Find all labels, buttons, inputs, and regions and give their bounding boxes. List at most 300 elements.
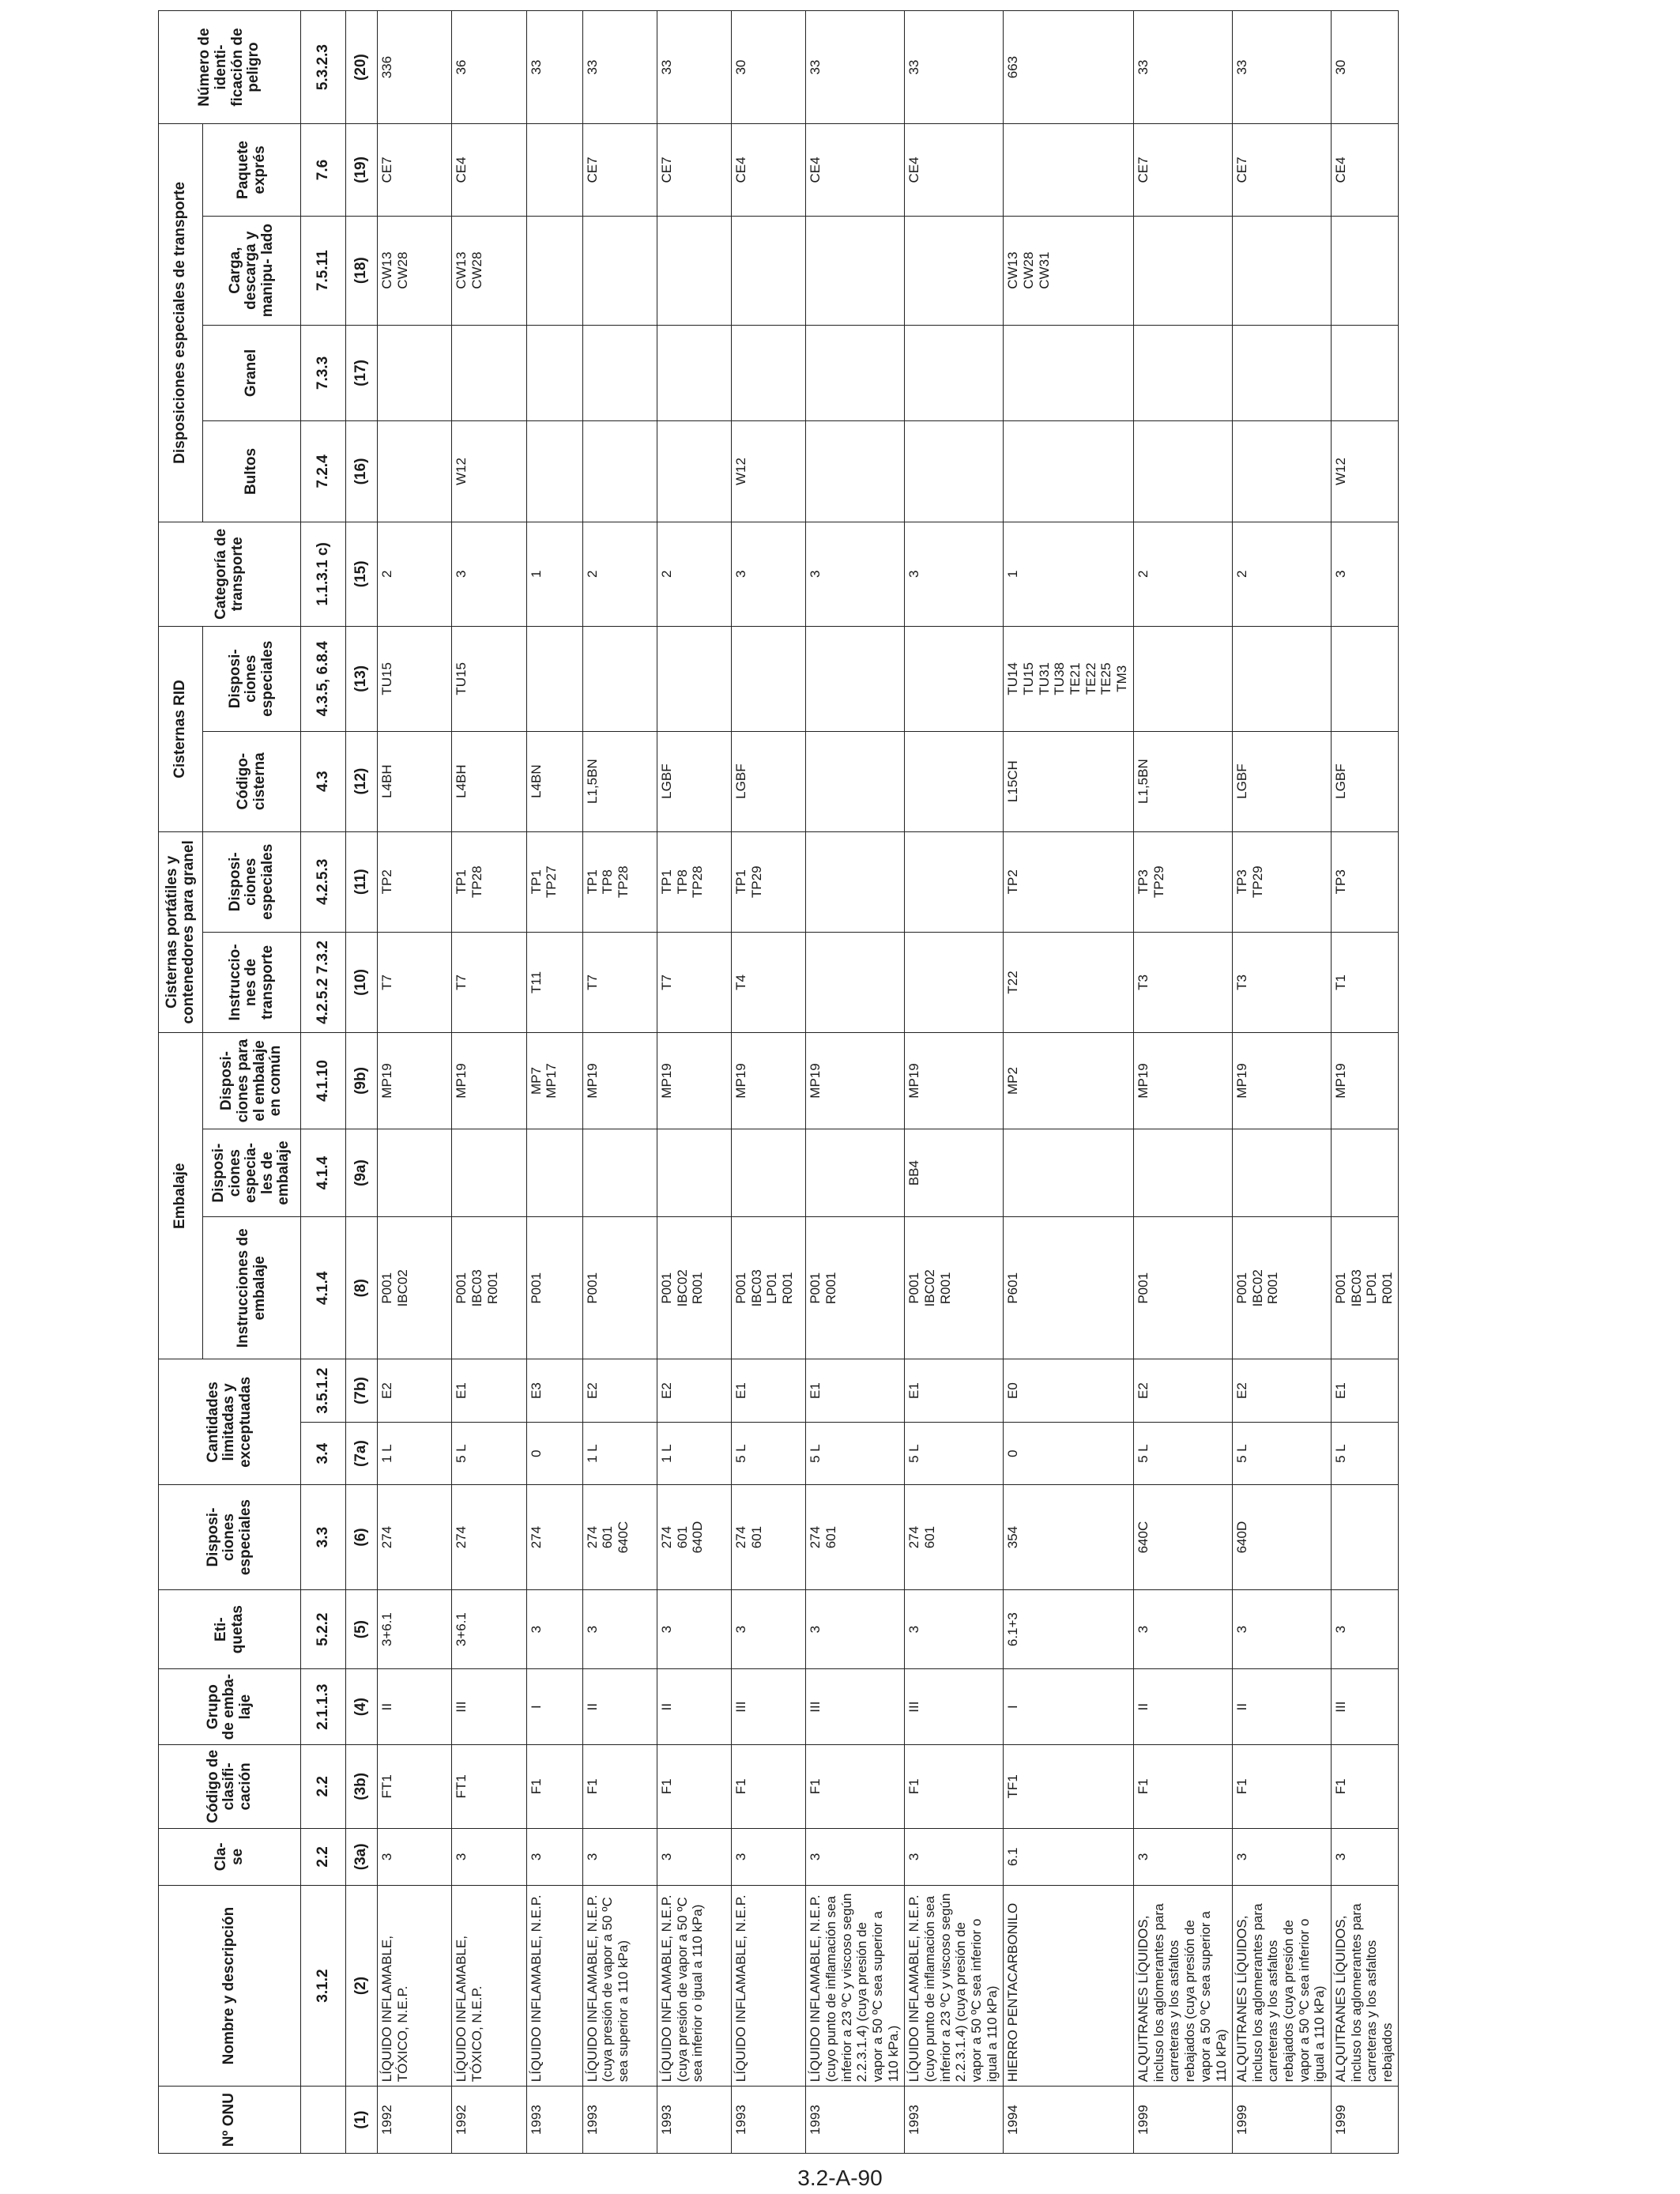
column-number-row-class: (3a) — [345, 1828, 378, 1885]
table-row-mixed-packing: MP19 — [732, 1033, 806, 1129]
header-packing-instructions: Instrucciones de embalaje — [203, 1217, 301, 1359]
table-row-limited-qty: 5 L — [806, 1422, 905, 1484]
table-row-transport-category: 3 — [1331, 522, 1398, 626]
table-row-tank-special — [732, 627, 806, 731]
header-limited-excepted: Cantidades limitadas y exceptuadas — [159, 1359, 301, 1485]
table-row-special-packing-provisions — [378, 1129, 452, 1216]
column-number-row-express: (19) — [345, 124, 378, 217]
table-row-transport-category: 2 — [657, 522, 731, 626]
table-row-mixed-packing: MP19 — [905, 1033, 1004, 1129]
table-row-packing-group: II — [1232, 1669, 1331, 1744]
table-row-excepted-qty: E0 — [1004, 1359, 1134, 1422]
table-row-tank-special: TU15 — [452, 627, 526, 731]
column-number-row-hazard-id: (20) — [345, 11, 378, 124]
table-row-hazard-id: 30 — [1331, 11, 1398, 124]
table-row-express: CE4 — [905, 124, 1004, 217]
reference-row-pt-special: 4.2.5.3 — [301, 831, 346, 932]
reference-row-hazard-id: 5.3.2.3 — [301, 11, 346, 124]
table-row-un-no: 1993 — [582, 2087, 657, 2154]
table-row-classification-code: FT1 — [452, 1744, 526, 1828]
column-number-row-un-no: (1) — [345, 2087, 378, 2154]
table-row-limited-qty: 5 L — [732, 1422, 806, 1484]
table-row-packing-group: III — [905, 1669, 1004, 1744]
table-row-classification-code: F1 — [526, 1744, 582, 1828]
reference-row-un-no — [301, 2087, 346, 2154]
table-row-packages — [657, 421, 731, 522]
table-row-packing-group: II — [657, 1669, 731, 1744]
table-row-hazard-id: 36 — [452, 11, 526, 124]
table-row-special-packing-provisions — [1004, 1129, 1134, 1216]
table-row — [806, 11, 905, 2154]
table-row-packing-instructions: P001 IBC02 — [378, 1217, 452, 1359]
table-row-pt-special: TP1 TP28 — [452, 831, 526, 932]
table-row-excepted-qty: E1 — [452, 1359, 526, 1422]
table-row-hazard-id: 33 — [1133, 11, 1232, 124]
table-row — [732, 11, 806, 2154]
table-row — [905, 11, 1004, 2154]
table-row-tank-special — [806, 627, 905, 731]
table-row-class: 3 — [378, 1828, 452, 1885]
header-loading: Carga, descarga y manipu- lado — [203, 216, 301, 325]
table-row-special-packing-provisions — [806, 1129, 905, 1216]
table-row-tank-code: L1,5BN — [1133, 731, 1232, 831]
table-row-mixed-packing: MP19 — [806, 1033, 905, 1129]
reference-row-packing-instructions: 4.1.4 — [301, 1217, 346, 1359]
table-row-pt-special: TP1 TP29 — [732, 831, 806, 932]
table-row-tank-special — [1232, 627, 1331, 731]
table-row-hazard-id: 30 — [732, 11, 806, 124]
reference-row-tank-special: 4.3.5, 6.8.4 — [301, 627, 346, 731]
table-row-mixed-packing: MP2 — [1004, 1033, 1134, 1129]
table-row-classification-code: FT1 — [378, 1744, 452, 1828]
header-rid-tanks: Cisternas RID — [159, 627, 203, 832]
table-row-class: 6.1 — [1004, 1828, 1134, 1885]
table-row-tank-code: LGBF — [732, 731, 806, 831]
column-number-row-transport-category: (15) — [345, 522, 378, 626]
table-row-bulk — [905, 325, 1004, 421]
table-row-special-packing-provisions — [657, 1129, 731, 1216]
table-row-special-provisions: 274 601 — [905, 1485, 1004, 1589]
reference-row-bulk: 7.3.3 — [301, 325, 346, 421]
table-row-name: LÍQUIDO INFLAMABLE, N.E.P. — [526, 1885, 582, 2086]
table-row-mixed-packing: MP19 — [1133, 1033, 1232, 1129]
table-row-special-provisions: 274 — [378, 1485, 452, 1589]
table-row-mixed-packing: MP19 — [1331, 1033, 1398, 1129]
table-row-class: 3 — [1331, 1828, 1398, 1885]
table-row-mixed-packing: MP19 — [657, 1033, 731, 1129]
reference-row-tank-code: 4.3 — [301, 731, 346, 831]
table-row-loading — [806, 216, 905, 325]
table-row-un-no: 1993 — [905, 2087, 1004, 2154]
table-row-name: ALQUITRANES LÍQUIDOS, incluso los aglomerantes para carreteras y los asfaltos rebajados (cuya presión de vapor a 50 ºC sea inferior o igual a 110 kPa) — [1232, 1885, 1331, 2086]
table-row-packing-instructions: P001 IBC03 LP01 R001 — [732, 1217, 806, 1359]
table-row-tank-special — [526, 627, 582, 731]
table-row-special-provisions: 274 — [526, 1485, 582, 1589]
table-row-pt-instructions: T3 — [1232, 932, 1331, 1032]
table-row-express: CE7 — [657, 124, 731, 217]
table-row-express: CE7 — [378, 124, 452, 217]
table-row-tank-code: L1,5BN — [582, 731, 657, 831]
table-row-packing-group: III — [452, 1669, 526, 1744]
reference-row-pt-instructions: 4.2.5.2 7.3.2 — [301, 932, 346, 1032]
table-row-packing-group: II — [378, 1669, 452, 1744]
table-row-special-packing-provisions — [1232, 1129, 1331, 1216]
header-pt-instructions: Instruccio- nes de transporte — [203, 932, 301, 1032]
table-row-name: LÍQUIDO INFLAMABLE, N.E.P. (cuya presión de vapor a 50 ºC sea superior a 110 kPa) — [582, 1885, 657, 2086]
column-number-row-tank-code: (12) — [345, 731, 378, 831]
header-packing-group: Grupo de emba- laje — [159, 1669, 301, 1744]
table-row-mixed-packing: MP7 MP17 — [526, 1033, 582, 1129]
reference-row-special-packing-provisions: 4.1.4 — [301, 1129, 346, 1216]
table-row-un-no: 1993 — [806, 2087, 905, 2154]
reference-row-mixed-packing: 4.1.10 — [301, 1033, 346, 1129]
table-row-name: LÍQUIDO INFLAMABLE, TÓXICO, N.E.P. — [378, 1885, 452, 2086]
table-row-tank-code: L15CH — [1004, 731, 1134, 831]
table-row-bulk — [582, 325, 657, 421]
table-row-packages: W12 — [732, 421, 806, 522]
table-row-special-packing-provisions — [1331, 1129, 1398, 1216]
table-row-special-packing-provisions — [452, 1129, 526, 1216]
table-row-tank-code — [806, 731, 905, 831]
table-row-express: CE4 — [806, 124, 905, 217]
rotated-page — [158, 10, 1399, 2154]
table-row-class: 3 — [1232, 1828, 1331, 1885]
table-row-labels: 3 — [582, 1589, 657, 1669]
table-row-un-no: 1999 — [1133, 2087, 1232, 2154]
table-row-labels: 3 — [1232, 1589, 1331, 1669]
table-row-loading — [732, 216, 806, 325]
table-row — [1004, 11, 1134, 2154]
column-number-row-excepted-qty: (7b) — [345, 1359, 378, 1422]
table-row-loading — [905, 216, 1004, 325]
table-row-bulk — [657, 325, 731, 421]
table-row-un-no: 1994 — [1004, 2087, 1134, 2154]
table-row-special-packing-provisions — [732, 1129, 806, 1216]
table-row-special-provisions: 274 601 640D — [657, 1485, 731, 1589]
table-row-labels: 3 — [806, 1589, 905, 1669]
table-row-packages — [378, 421, 452, 522]
table-row-limited-qty: 1 L — [582, 1422, 657, 1484]
column-number-row — [345, 11, 378, 2154]
reference-row-limited-qty: 3.4 — [301, 1422, 346, 1484]
reference-row-loading: 7.5.11 — [301, 216, 346, 325]
table-row-excepted-qty: E2 — [378, 1359, 452, 1422]
table-row — [1232, 11, 1331, 2154]
reference-row-packages: 7.2.4 — [301, 421, 346, 522]
table-row-bulk — [1133, 325, 1232, 421]
table-row-special-provisions — [1331, 1485, 1398, 1589]
table-row-labels: 3 — [905, 1589, 1004, 1669]
table-row-excepted-qty: E2 — [1133, 1359, 1232, 1422]
header-name: Nombre y descripción — [159, 1885, 301, 2086]
table-row-classification-code: F1 — [1133, 1744, 1232, 1828]
table-row-name: LÍQUIDO INFLAMABLE, TÓXICO, N.E.P. — [452, 1885, 526, 2086]
table-row-packing-group: III — [806, 1669, 905, 1744]
table-row-class: 3 — [526, 1828, 582, 1885]
table-row-pt-special: TP3 TP29 — [1133, 831, 1232, 932]
table-row-pt-instructions: T22 — [1004, 932, 1134, 1032]
column-number-row-packing-instructions: (8) — [345, 1217, 378, 1359]
column-number-row-limited-qty: (7a) — [345, 1422, 378, 1484]
column-number-row-packages: (16) — [345, 421, 378, 522]
column-number-row-bulk: (17) — [345, 325, 378, 421]
table-row-pt-special: TP2 — [1004, 831, 1134, 932]
reference-row — [301, 11, 346, 2154]
table-row-packing-instructions: P001 IBC02 R001 — [1232, 1217, 1331, 1359]
table-row-hazard-id: 336 — [378, 11, 452, 124]
table-row-bulk — [452, 325, 526, 421]
table-row-classification-code: F1 — [657, 1744, 731, 1828]
table-row-packing-group: I — [526, 1669, 582, 1744]
reference-row-packing-group: 2.1.1.3 — [301, 1669, 346, 1744]
table-row-class: 3 — [905, 1828, 1004, 1885]
table-row-class: 3 — [1133, 1828, 1232, 1885]
header-tank-special: Disposi- ciones especiales — [203, 627, 301, 731]
table-row-tank-code: L4BN — [526, 731, 582, 831]
table-row-packages — [1133, 421, 1232, 522]
table-row-un-no: 1993 — [526, 2087, 582, 2154]
table-row-packing-group: I — [1004, 1669, 1134, 1744]
reference-row-classification-code: 2.2 — [301, 1744, 346, 1828]
header-packaging: Embalaje — [159, 1033, 203, 1359]
header-tank-code: Código- cisterna — [203, 731, 301, 831]
table-row-packing-instructions: P001 IBC02 R001 — [657, 1217, 731, 1359]
table-row-limited-qty: 5 L — [1133, 1422, 1232, 1484]
table-row-pt-special: TP1 TP8 TP28 — [582, 831, 657, 932]
table-row-pt-instructions — [905, 932, 1004, 1032]
table-row-packing-instructions: P001 R001 — [806, 1217, 905, 1359]
table-row-tank-special — [657, 627, 731, 731]
column-number-row-pt-instructions: (10) — [345, 932, 378, 1032]
table-row-special-provisions: 274 — [452, 1485, 526, 1589]
table-row-express: CE4 — [452, 124, 526, 217]
table-row-name: LÍQUIDO INFLAMABLE, N.E.P. (cuyo punto de inflamación sea inferior a 23 ºC y viscoso según 2.2.3.1.4) (cuya presión de vapor a 50 ºC sea inferior o igual a 110 kPa) — [905, 1885, 1004, 2086]
table-row-express: CE7 — [582, 124, 657, 217]
table-row-loading: CW13 CW28 — [452, 216, 526, 325]
table-row-excepted-qty: E2 — [1232, 1359, 1331, 1422]
table-row-excepted-qty: E2 — [582, 1359, 657, 1422]
table-row-excepted-qty: E3 — [526, 1359, 582, 1422]
table-row-loading — [1133, 216, 1232, 325]
column-number-row-special-provisions: (6) — [345, 1485, 378, 1589]
table-row-tank-code: L4BH — [378, 731, 452, 831]
table-row-name: LÍQUIDO INFLAMABLE, N.E.P. — [732, 1885, 806, 2086]
reference-row-class: 2.2 — [301, 1828, 346, 1885]
column-number-row-special-packing-provisions: (9a) — [345, 1129, 378, 1216]
reference-row-special-provisions: 3.3 — [301, 1485, 346, 1589]
table-row-pt-instructions: T7 — [378, 932, 452, 1032]
table-row-packing-instructions: P001 IBC03 LP01 R001 — [1331, 1217, 1398, 1359]
table-row-class: 3 — [582, 1828, 657, 1885]
table-row-name: LÍQUIDO INFLAMABLE, N.E.P. (cuya presión de vapor a 50 ºC sea inferior o igual a 110 kPa) — [657, 1885, 731, 2086]
header-packages: Bultos — [203, 421, 301, 522]
table-row-limited-qty: 5 L — [452, 1422, 526, 1484]
table-row-packages — [1004, 421, 1134, 522]
table-row-pt-special: TP3 TP29 — [1232, 831, 1331, 932]
table-row-tank-special — [905, 627, 1004, 731]
table-row-packages — [526, 421, 582, 522]
table-row-pt-instructions: T1 — [1331, 932, 1398, 1032]
column-number-row-mixed-packing: (9b) — [345, 1033, 378, 1129]
column-number-row-packing-group: (4) — [345, 1669, 378, 1744]
table-row-special-packing-provisions — [582, 1129, 657, 1216]
table-row-labels: 6.1+3 — [1004, 1589, 1134, 1669]
table-row-express — [1004, 124, 1134, 217]
reference-row-name: 3.1.2 — [301, 1885, 346, 2086]
table-row-express: CE4 — [1331, 124, 1398, 217]
table-row-packing-instructions: P001 IBC03 R001 — [452, 1217, 526, 1359]
header-pt-special: Disposi- ciones especiales — [203, 831, 301, 932]
table-row-special-packing-provisions — [1133, 1129, 1232, 1216]
table-row-pt-instructions: T7 — [582, 932, 657, 1032]
table-row-hazard-id: 663 — [1004, 11, 1134, 124]
table-row-classification-code: TF1 — [1004, 1744, 1134, 1828]
table-row-classification-code: F1 — [806, 1744, 905, 1828]
table-row-tank-code: LGBF — [1232, 731, 1331, 831]
table-row-excepted-qty: E2 — [657, 1359, 731, 1422]
table-row-transport-category: 1 — [1004, 522, 1134, 626]
table-row-packing-instructions: P001 IBC02 R001 — [905, 1217, 1004, 1359]
table-row-packing-group: III — [732, 1669, 806, 1744]
table-row-hazard-id: 33 — [582, 11, 657, 124]
table-row-transport-category: 3 — [905, 522, 1004, 626]
table-row-labels: 3 — [526, 1589, 582, 1669]
table-row-tank-code: LGBF — [657, 731, 731, 831]
table-row-name: ALQUITRANES LÍQUIDOS, incluso los aglomerantes para carreteras y los asfaltos rebajados — [1331, 1885, 1398, 2086]
dangerous-goods-table — [158, 10, 1399, 2154]
table-row-limited-qty: 5 L — [905, 1422, 1004, 1484]
header-row-1 — [159, 11, 203, 2154]
table-row-packages — [806, 421, 905, 522]
table-row-mixed-packing: MP19 — [452, 1033, 526, 1129]
table-row-classification-code: F1 — [1232, 1744, 1331, 1828]
table-row-bulk — [1232, 325, 1331, 421]
table-row-pt-special — [905, 831, 1004, 932]
header-classification-code: Código de clasifi- cación — [159, 1744, 301, 1828]
table-row-excepted-qty: E1 — [732, 1359, 806, 1422]
table-row-excepted-qty: E1 — [1331, 1359, 1398, 1422]
reference-row-excepted-qty: 3.5.1.2 — [301, 1359, 346, 1422]
table-row-limited-qty: 5 L — [1331, 1422, 1398, 1484]
table-row-special-provisions: 640D — [1232, 1485, 1331, 1589]
table-row-hazard-id: 33 — [905, 11, 1004, 124]
table-row-classification-code: F1 — [582, 1744, 657, 1828]
table-row — [1331, 11, 1398, 2154]
table-row-pt-instructions — [806, 932, 905, 1032]
header-mixed-packing: Disposi- ciones para el embalaje en común — [203, 1033, 301, 1129]
table-row-labels: 3 — [1331, 1589, 1398, 1669]
table-row-pt-instructions: T7 — [452, 932, 526, 1032]
table-row-hazard-id: 33 — [657, 11, 731, 124]
table-row-labels: 3 — [657, 1589, 731, 1669]
table-row-transport-category: 2 — [1232, 522, 1331, 626]
column-number-row-pt-special: (11) — [345, 831, 378, 932]
table-row-tank-code: L4BH — [452, 731, 526, 831]
table-row-loading — [582, 216, 657, 325]
reference-row-express: 7.6 — [301, 124, 346, 217]
table-body — [301, 11, 1399, 2154]
table-row-packages — [1232, 421, 1331, 522]
table-row-express: CE7 — [1232, 124, 1331, 217]
column-number-row-classification-code: (3b) — [345, 1744, 378, 1828]
table-row-class: 3 — [732, 1828, 806, 1885]
header-special-provisions: Disposi- ciones especiales — [159, 1485, 301, 1589]
table-row-loading — [657, 216, 731, 325]
table-row-loading — [526, 216, 582, 325]
table-row-un-no: 1999 — [1331, 2087, 1398, 2154]
table-row-packages — [905, 421, 1004, 522]
table-row-excepted-qty: E1 — [806, 1359, 905, 1422]
header-special-transport: Disposiciones especiales de transporte — [159, 124, 203, 522]
table-row-packing-instructions: P001 — [526, 1217, 582, 1359]
table-row-special-packing-provisions: BB4 — [905, 1129, 1004, 1216]
table-row-packing-instructions: P601 — [1004, 1217, 1134, 1359]
table-row-labels: 3 — [1133, 1589, 1232, 1669]
table-row-classification-code: F1 — [1331, 1744, 1398, 1828]
reference-row-transport-category: 1.1.3.1 c) — [301, 522, 346, 626]
page-number: 3.2-A-90 — [797, 2166, 883, 2190]
table-row-pt-special: TP3 — [1331, 831, 1398, 932]
table-row-special-provisions: 274 601 — [732, 1485, 806, 1589]
table-row-transport-category: 3 — [732, 522, 806, 626]
table-row-bulk — [378, 325, 452, 421]
table-row-pt-instructions: T7 — [657, 932, 731, 1032]
table-row-un-no: 1992 — [378, 2087, 452, 2154]
table-row — [582, 11, 657, 2154]
table-row-express: CE4 — [732, 124, 806, 217]
header-bulk: Granel — [203, 325, 301, 421]
table-row-bulk — [806, 325, 905, 421]
table-row-class: 3 — [806, 1828, 905, 1885]
table-row-pt-special: TP1 TP8 TP28 — [657, 831, 731, 932]
table-row — [526, 11, 582, 2154]
table-row-tank-special: TU15 — [378, 627, 452, 731]
table-row-packing-instructions: P001 — [582, 1217, 657, 1359]
table-row-labels: 3+6.1 — [452, 1589, 526, 1669]
table-row-tank-special — [1133, 627, 1232, 731]
table-row-bulk — [1331, 325, 1398, 421]
table-row-tank-code — [905, 731, 1004, 831]
table-row-packages: W12 — [1331, 421, 1398, 522]
table-row — [452, 11, 526, 2154]
table-row — [378, 11, 452, 2154]
table-row-packing-group: II — [1133, 1669, 1232, 1744]
table-row-transport-category: 1 — [526, 522, 582, 626]
header-portable-tanks: Cisternas portátiles y contenedores para granel — [159, 831, 203, 1032]
table-row-express — [526, 124, 582, 217]
table-row-excepted-qty: E1 — [905, 1359, 1004, 1422]
table-row-transport-category: 3 — [452, 522, 526, 626]
column-number-row-loading: (18) — [345, 216, 378, 325]
table-row-class: 3 — [657, 1828, 731, 1885]
table-row-transport-category: 2 — [378, 522, 452, 626]
header-class: Cla- se — [159, 1828, 301, 1885]
table-row-un-no: 1999 — [1232, 2087, 1331, 2154]
table-row-packing-group: II — [582, 1669, 657, 1744]
table-row-classification-code: F1 — [905, 1744, 1004, 1828]
column-number-row-name: (2) — [345, 1885, 378, 2086]
table-row-name: LÍQUIDO INFLAMABLE, N.E.P. (cuyo punto de inflamación sea inferior a 23 ºC y viscoso según 2.2.3.1.4) (cuya presión de vapor a 50 ºC sea superior a 110 kPa.) — [806, 1885, 905, 2086]
table-row-labels: 3+6.1 — [378, 1589, 452, 1669]
table-row-mixed-packing: MP19 — [378, 1033, 452, 1129]
table-row-tank-special — [1331, 627, 1398, 731]
table-row-limited-qty: 0 — [1004, 1422, 1134, 1484]
header-hazard-id: Número de identi- ficación de peligro — [159, 11, 301, 124]
table-row — [1133, 11, 1232, 2154]
column-number-row-labels: (5) — [345, 1589, 378, 1669]
table-row-hazard-id: 33 — [1232, 11, 1331, 124]
table-row-transport-category: 2 — [582, 522, 657, 626]
